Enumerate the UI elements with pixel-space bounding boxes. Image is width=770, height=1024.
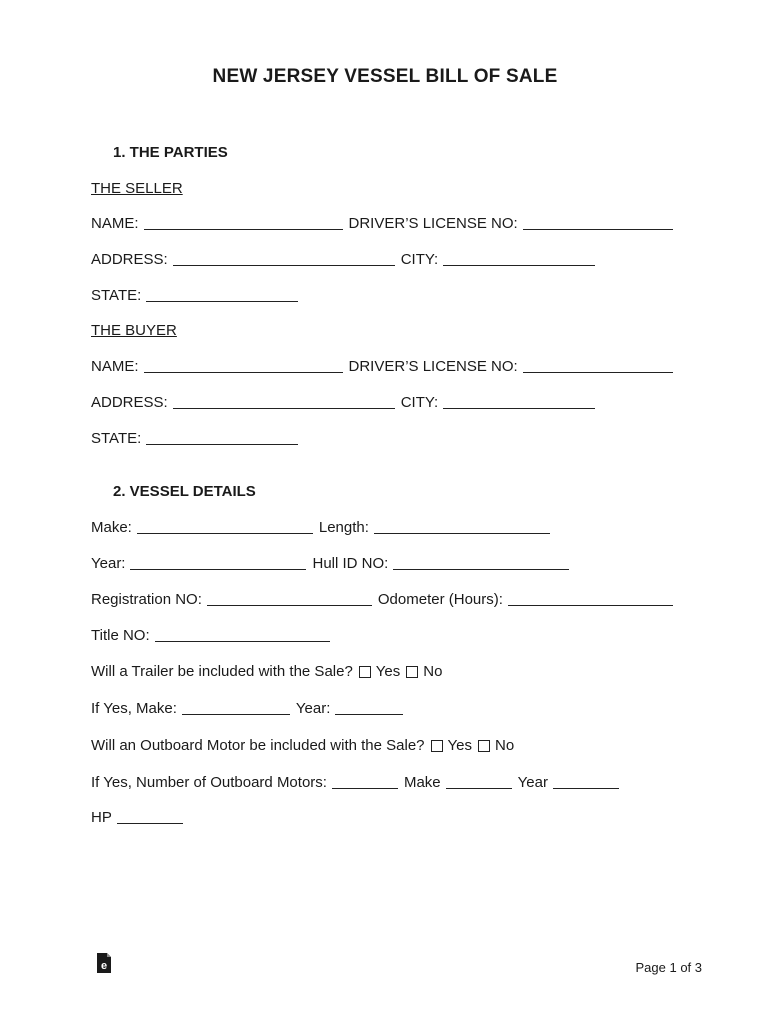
- length-label: Length:: [318, 519, 369, 536]
- trailer-question: Will a Trailer be included with the Sale?: [91, 663, 353, 680]
- trailer-make-label: If Yes, Make:: [91, 700, 177, 717]
- buyer-license-field[interactable]: [523, 358, 673, 373]
- motor-yes-checkbox[interactable]: [431, 740, 443, 752]
- seller-license-field[interactable]: [523, 215, 673, 230]
- seller-address-field[interactable]: [173, 251, 395, 266]
- buyer-name-field[interactable]: [144, 358, 343, 373]
- motor-yes-label: Yes: [447, 737, 472, 754]
- motor-no-checkbox[interactable]: [478, 740, 490, 752]
- seller-state-field[interactable]: [146, 287, 298, 302]
- trailer-question-row: [91, 663, 442, 680]
- motor-question: Will an Outboard Motor be included with the Sale?: [91, 737, 425, 754]
- seller-name-label: NAME:: [91, 215, 139, 232]
- buyer-address-field[interactable]: [173, 394, 395, 409]
- seller-address-row: [91, 251, 601, 268]
- section-heading-vessel-details: 2. VESSEL DETAILS: [113, 483, 256, 500]
- buyer-state-label: STATE:: [91, 430, 142, 447]
- hp-row: [91, 809, 189, 826]
- motors-count-label: If Yes, Number of Outboard Motors:: [91, 774, 327, 791]
- seller-city-label: CITY:: [400, 251, 439, 268]
- trailer-yes-label: Yes: [375, 663, 401, 680]
- seller-name-field[interactable]: [144, 215, 343, 230]
- make-length-row: [91, 519, 556, 536]
- trailer-details-row: [91, 700, 409, 717]
- motor-make-field[interactable]: [446, 774, 512, 789]
- trailer-make-field[interactable]: [182, 700, 290, 715]
- trailer-yes-checkbox[interactable]: [359, 666, 371, 678]
- buyer-address-row: [91, 394, 601, 411]
- document-title: NEW JERSEY VESSEL BILL OF SALE: [212, 66, 558, 87]
- hp-label: HP: [91, 809, 112, 826]
- registration-field[interactable]: [207, 591, 372, 606]
- seller-name-row: [91, 215, 679, 232]
- year-label: Year:: [91, 555, 126, 572]
- eforms-logo-icon: [96, 952, 112, 974]
- seller-city-field[interactable]: [443, 251, 595, 266]
- registration-label: Registration NO:: [91, 591, 202, 608]
- seller-state-label: STATE:: [91, 287, 142, 304]
- odometer-label: Odometer (Hours):: [377, 591, 503, 608]
- make-label: Make:: [91, 519, 132, 536]
- buyer-name-row: [91, 358, 679, 375]
- buyer-city-label: CITY:: [400, 394, 439, 411]
- svg-text:e: e: [100, 960, 108, 972]
- hp-field[interactable]: [117, 809, 183, 824]
- length-field[interactable]: [374, 519, 550, 534]
- trailer-year-label: Year:: [295, 700, 331, 717]
- seller-address-label: ADDRESS:: [91, 251, 168, 268]
- motor-question-row: [91, 737, 514, 754]
- buyer-state-field[interactable]: [146, 430, 298, 445]
- hull-id-field[interactable]: [393, 555, 569, 570]
- seller-heading: THE SELLER: [91, 180, 183, 197]
- buyer-license-label: DRIVER’S LICENSE NO:: [348, 358, 518, 375]
- odometer-field[interactable]: [508, 591, 673, 606]
- title-no-label: Title NO:: [91, 627, 150, 644]
- motor-make-label: Make: [403, 774, 441, 791]
- year-field[interactable]: [130, 555, 306, 570]
- trailer-year-field[interactable]: [335, 700, 403, 715]
- trailer-no-label: No: [423, 663, 443, 680]
- buyer-address-label: ADDRESS:: [91, 394, 168, 411]
- title-no-field[interactable]: [155, 627, 330, 642]
- buyer-state-row: [91, 430, 304, 447]
- motors-count-field[interactable]: [332, 774, 398, 789]
- hull-id-label: Hull ID NO:: [312, 555, 389, 572]
- buyer-heading: THE BUYER: [91, 322, 177, 339]
- buyer-name-label: NAME:: [91, 358, 139, 375]
- make-field[interactable]: [137, 519, 313, 534]
- page-number: Page 1 of 3: [635, 960, 702, 975]
- trailer-no-checkbox[interactable]: [406, 666, 418, 678]
- motor-year-field[interactable]: [553, 774, 619, 789]
- buyer-city-field[interactable]: [443, 394, 595, 409]
- motor-year-label: Year: [517, 774, 548, 791]
- motor-no-label: No: [495, 737, 515, 754]
- seller-state-row: [91, 287, 304, 304]
- motor-details-row: [91, 774, 625, 791]
- registration-odometer-row: [91, 591, 679, 608]
- title-no-row: [91, 627, 336, 644]
- section-heading-parties: 1. THE PARTIES: [113, 144, 228, 161]
- year-hull-row: [91, 555, 575, 572]
- seller-license-label: DRIVER’S LICENSE NO:: [348, 215, 518, 232]
